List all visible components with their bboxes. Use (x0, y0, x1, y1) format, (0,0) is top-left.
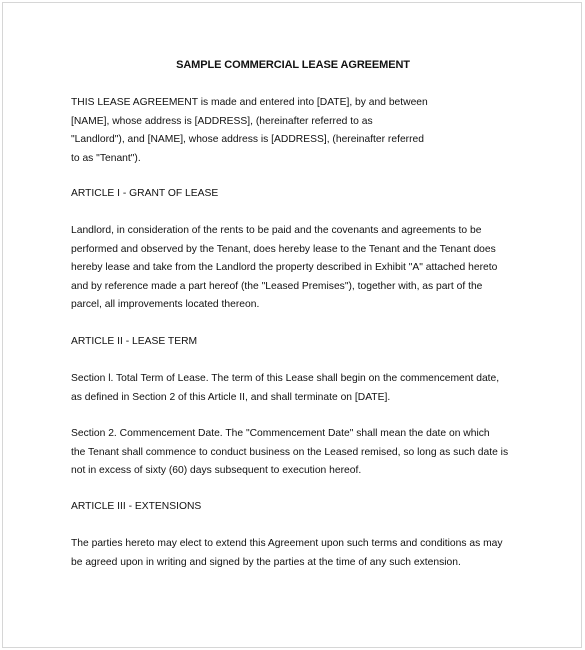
text-line: hereby lease and take from the Landlord the property described in Exhibit "A" attached hereto (71, 262, 498, 273)
text-line: as defined in Section 2 of this Article II, and shall terminate on [DATE]. (71, 391, 391, 403)
document-page (2, 2, 582, 648)
text-line: parcel, all improvements located thereon. (71, 299, 260, 310)
section-heading: ARTICLE III - EXTENSIONS (71, 501, 202, 512)
article-3-body (71, 535, 503, 572)
article-3-heading (71, 498, 201, 517)
article-2-heading (71, 333, 197, 352)
text-line: Landlord, in consideration of the rents to be paid and the covenants and agreements to be (71, 225, 482, 236)
text-line: not in excess of sixty (60) days subsequent to execution hereof. (71, 465, 362, 476)
text-line: and by reference made a part hereof (the "Leased Premises"), together with, as part of the (71, 280, 483, 292)
article-1-body (71, 222, 497, 315)
section-heading: ARTICLE I - GRANT OF LEASE (71, 188, 219, 199)
text-line: to as "Tenant"). (71, 152, 141, 164)
article-2-section-1 (71, 370, 499, 407)
section-heading: ARTICLE II - LEASE TERM (71, 336, 198, 347)
article-1-heading (71, 185, 218, 204)
text-line: be agreed upon in writing and signed by the parties at the time of any such extension. (71, 556, 461, 568)
text-line: Section 2. Commencement Date. The "Commencement Date" shall mean the date on which (71, 428, 490, 439)
intro-paragraph (71, 94, 428, 168)
text-line: [NAME], whose address is [ADDRESS], (hereinafter referred to as (71, 115, 373, 127)
text-line: Section l. Total Term of Lease. The term of this Lease shall begin on the commencement date, (71, 373, 500, 384)
text-line: THIS LEASE AGREEMENT is made and entered into [DATE], by and between (71, 97, 428, 108)
text-line: The parties hereto may elect to extend this Agreement upon such terms and conditions as may (71, 538, 503, 549)
document-title: SAMPLE COMMERCIAL LEASE AGREEMENT (176, 59, 410, 71)
text-line: the Tenant shall commence to conduct business on the Leased remised, so long as such date is (71, 446, 509, 458)
article-2-section-2 (71, 425, 508, 481)
text-line: performed and observed by the Tenant, does hereby lease to the Tenant and the Tenant does (71, 243, 496, 255)
text-line: "Landlord"), and [NAME], whose address is [ADDRESS], (hereinafter referred (71, 134, 424, 145)
